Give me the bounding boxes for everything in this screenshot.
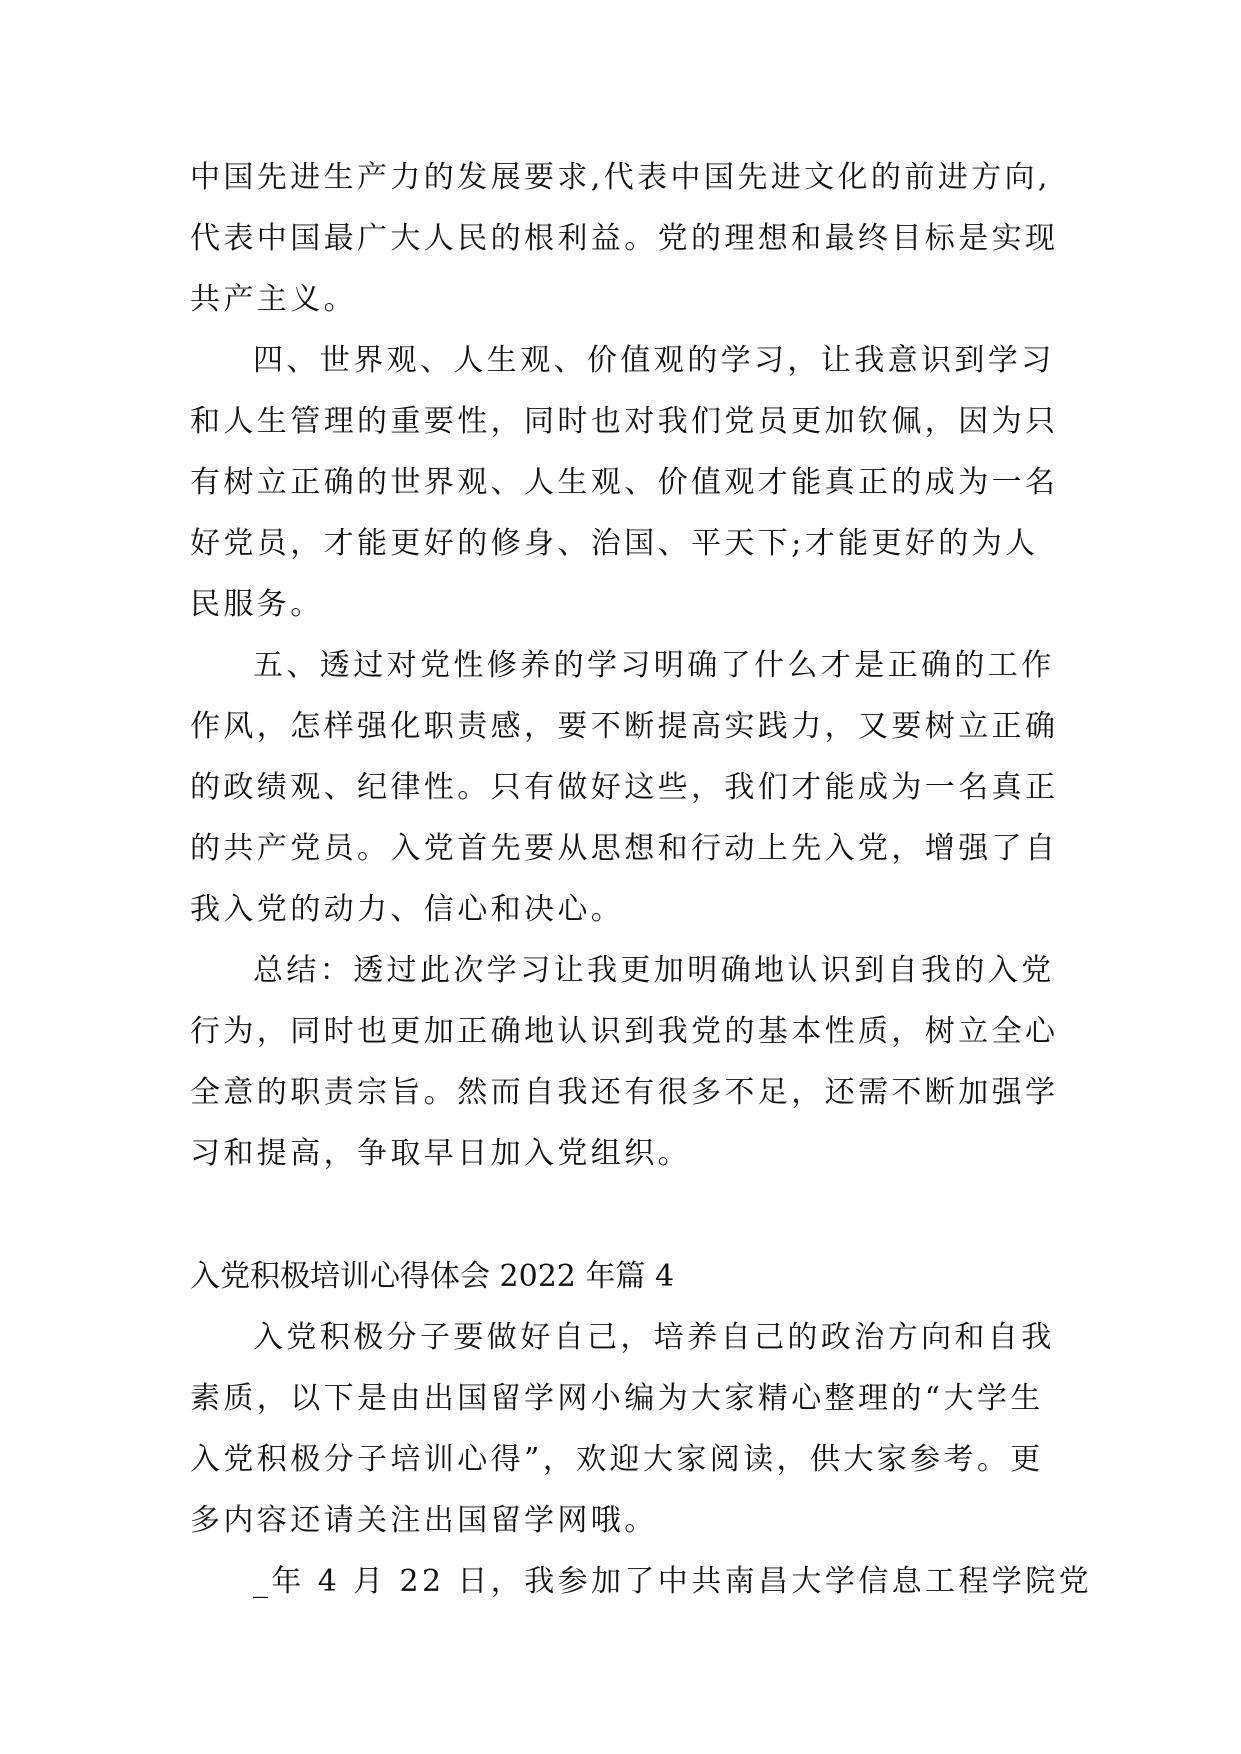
text-line: 和人生管理的重要性，同时也对我们党员更加钦佩，因为只: [190, 404, 1059, 439]
paragraph-start-line: 五、透过对党性修养的学习明确了什么才是正确的工作: [253, 648, 1055, 683]
paragraph-start-line: 入党积极分子要做好自己，培养自己的政治方向和自我: [253, 1320, 1055, 1355]
text-line: 全意的职责宗旨。然而自我还有很多不足，还需不断加强学: [190, 1075, 1059, 1110]
text-line: 共产主义。: [190, 282, 357, 317]
text-line: 作风，怎样强化职责感，要不断提高实践力，又要树立正确: [190, 709, 1059, 744]
text-line: 有树立正确的世界观、人生观、价值观才能真正的成为一名: [190, 465, 1059, 500]
text-line: 民服务。: [190, 587, 324, 622]
text-line: 代表中国最广大人民的根利益。党的理想和最终目标是实现: [190, 221, 1059, 256]
text-line: 入党积极分子培训心得”，欢迎大家阅读，供大家参考。更: [190, 1442, 1044, 1477]
text-line: 我入党的动力、信心和决心。: [190, 892, 625, 927]
text-line: 中国先进生产力的发展要求,代表中国先进文化的前进方向,: [190, 160, 1051, 195]
document-body: [190, 160, 1093, 1599]
text-line: 多内容还请关注出国留学网哦。: [190, 1503, 658, 1538]
text-line: 素质，以下是由出国留学网小编为大家精心整理的“大学生: [190, 1381, 1044, 1416]
text-line: 行为，同时也更加正确地认识到我党的基本性质，树立全心: [190, 1014, 1059, 1049]
text-line: 的政绩观、纪律性。只有做好这些，我们才能成为一名真正: [190, 770, 1059, 805]
section-heading: 入党积极培训心得体会 2022 年篇 4: [190, 1259, 675, 1294]
paragraph-start-line: _年 4 月 22 日，我参加了中共南昌大学信息工程学院党: [253, 1564, 1093, 1599]
text-line: 好党员，才能更好的修身、治国、平天下;才能更好的为人: [190, 526, 1039, 561]
paragraph-start-line: 总结：透过此次学习让我更加明确地认识到自我的入党: [253, 953, 1055, 988]
paragraph-start-line: 四、世界观、人生观、价值观的学习，让我意识到学习: [253, 343, 1055, 378]
text-line: 习和提高，争取早日加入党组织。: [190, 1136, 691, 1171]
text-line: 的共产党员。入党首先要从思想和行动上先入党，增强了自: [190, 831, 1059, 866]
